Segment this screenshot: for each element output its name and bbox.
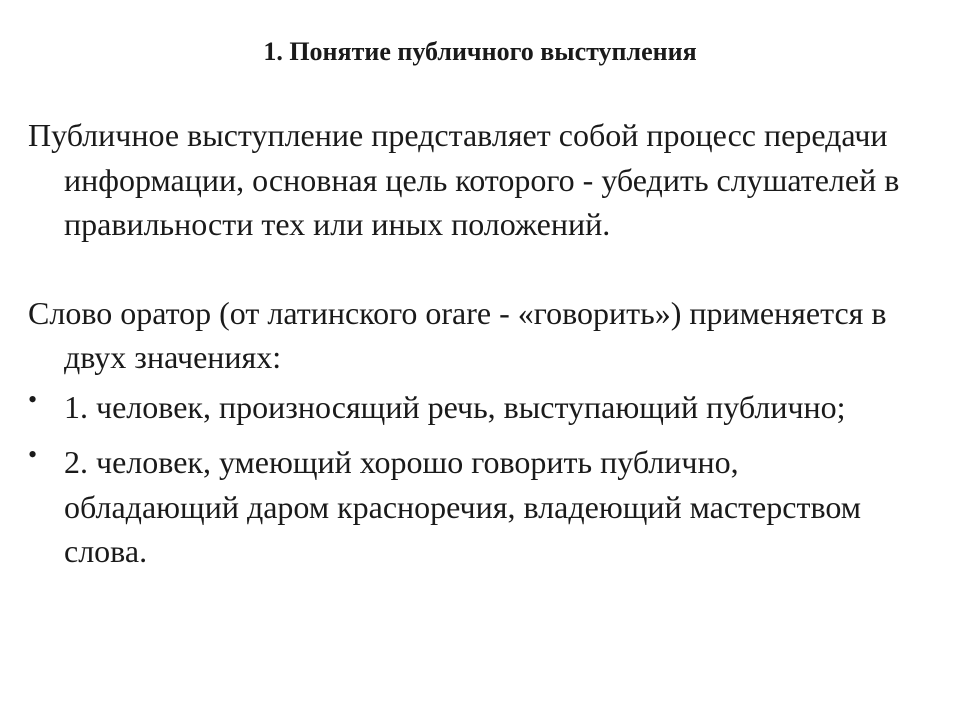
bullet-item: [28, 440, 908, 574]
paragraph-definition: Публичное выступление представляет собой процесс передачи информации, основная цель которого - убедить слушателей в правильности тех или иных положений.: [28, 117, 900, 242]
slide-body: [28, 113, 908, 574]
paragraph-orator-meaning: Слово оратор (от латинского orare - «говорить») применяется в двух значениях:: [28, 294, 887, 375]
bullet-item: [28, 385, 908, 430]
bullet-text: 2. человек, умеющий хорошо говорить публично, обладающий даром красноречия, владеющий мастерством слова.: [64, 444, 861, 569]
bullet-dot-icon: •: [28, 440, 38, 469]
bullet-dot-icon: •: [28, 384, 38, 414]
slide-title: 1. Понятие публичного выступления: [263, 37, 697, 66]
bullet-text: 1. человек, произносящий речь, выступающий публично;: [64, 388, 846, 425]
